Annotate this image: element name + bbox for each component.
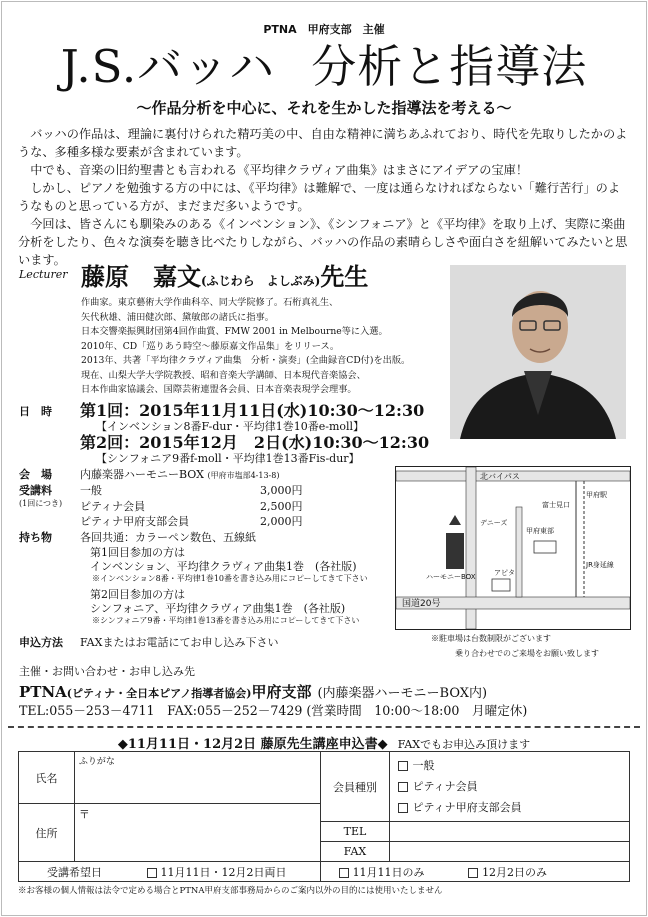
lecturer-label: Lecturer (19, 268, 68, 281)
fax-field[interactable] (390, 842, 630, 862)
schedule-label: 日 時 (19, 405, 52, 418)
address-field[interactable] (74, 804, 320, 862)
session-1-date: 第1回：2015年11月11日(水)10:30～12:30 (80, 401, 425, 420)
bio-line: 現在、山梨大学大学院教授、昭和音楽大学講師、日本現代音楽協会、 (81, 369, 366, 381)
fee-price: 2,000円 (260, 515, 303, 528)
wish-row (19, 862, 321, 882)
contact-heading: 主催・お問い合わせ・お申し込み先 (19, 665, 195, 678)
items-s2-item: シンフォニア、平均律クラヴィア曲集1巻 (各社版) (90, 602, 346, 615)
apply-label: 申込方法 (19, 636, 63, 649)
map-label-national20: 国道20号 (402, 599, 441, 609)
form-fax-note: FAXでもお申込み頂けます (397, 738, 531, 751)
wish-option-label: 12月2日のみ (482, 865, 548, 879)
fee-type: 一般 (80, 484, 102, 497)
intro-paragraph: しかし、ピアノを勉強する方の中には、《平均律》は難解で、一度は通らなければならない「難行苦行」のようなものと思っている方が、まだまだ多いようです。 (18, 181, 621, 213)
address-label: 住所 (35, 826, 58, 840)
title-left: J.S.バッハ (60, 40, 276, 93)
wish-row-right (320, 862, 629, 882)
map-label-tobu: 甲府東部 (526, 527, 554, 535)
contact-org-full: (ピティナ・全日本ピアノ指導者協会) (66, 687, 252, 700)
subtitle: ～作品分析を中心に、それを生かした指導法を考える～ (136, 99, 512, 117)
lecturer-honorific: 先生 (320, 262, 369, 291)
member-option-label: ピティナ甲府支部会員 (412, 801, 522, 814)
fee-type: ピティナ甲府支部会員 (80, 515, 190, 528)
bio-line: 2010年、CD「巡りあう時空～藤原嘉文作品集」をリリース。 (81, 340, 340, 352)
venue-address: (甲府市塩部4-13-8) (207, 471, 280, 480)
intro-text (18, 125, 632, 269)
contact-phone: TEL:055－253－4711 FAX:055－252－7429 (営業時間 10:00～18:00 月曜定休) (19, 703, 528, 718)
items-s1-item: インベンション、平均律クラヴィア曲集1巻 (各社版) (90, 560, 357, 573)
member-option-label: 一般 (412, 759, 435, 772)
bio-line: 2013年、共著「平均律クラヴィア曲集 分析・演奏」(全曲録音CD付)を出版。 (81, 355, 411, 366)
privacy-note: ※お客様の個人情報は法令で定める場合とPTNA甲府支部事務局からのご案内以外の目的には使用いたしません (18, 886, 443, 896)
map-label-ramp: 富士見口 (542, 501, 570, 509)
address-label-cell (19, 804, 75, 862)
carpool-note: 乗り合わせでのご来場をお願い致します (455, 649, 599, 658)
member-option-label: ピティナ会員 (412, 780, 478, 793)
name-label: 氏名 (35, 771, 58, 785)
member-label: 会員種別 (333, 780, 377, 794)
session-1-note: 【インベンション8番F-dur・平均律1巻10番e-moll】 (96, 420, 365, 433)
fee-sublabel: (1回につき) (19, 499, 63, 508)
wish-label: 受講希望日 (47, 865, 102, 879)
application-form (18, 751, 630, 882)
form-title (0, 733, 648, 752)
page-title (0, 37, 648, 97)
lecturer-photo-image (450, 265, 626, 439)
wish-option-label: 11月11日・12月2日両日 (160, 865, 287, 879)
items-s2-head: 第2回目参加の方は (90, 588, 185, 601)
intro-paragraph: 今回は、皆さんにも馴染みのある《インベンション》、《シンフォニア》と《平均律》を取り上げ、実際に楽曲分析をしたり、色々な演奏を聴き比べたりしながら、バッハの作品の素晴らしさや面白さを紐解いてみたいと思います。 (18, 217, 628, 267)
checkbox-icon[interactable] (398, 782, 408, 792)
map-label-denny: デニーズ (480, 519, 508, 527)
venue-map (395, 466, 631, 630)
map-label-apita: アピタ (494, 569, 515, 577)
contact-address: (内藤楽器ハーモニーBOX内) (317, 686, 488, 701)
bio-line: 作曲家。東京藝術大学作曲科卒、同大学院修了。石桁真礼生、 (81, 297, 339, 308)
cut-line (8, 726, 640, 728)
wish-option[interactable] (147, 866, 287, 879)
venue-name (80, 466, 279, 482)
items-s1-head: 第1回目参加の方は (90, 546, 185, 559)
organizer: PTNA 甲府支部 主催 (263, 23, 385, 36)
lecturer-kana: (ふじわら よしぶみ) (201, 274, 321, 288)
parking-note: ※駐車場は台数制限がございます (431, 634, 551, 643)
wish-option-label: 11月11日のみ (352, 865, 425, 879)
tel-label: TEL (343, 825, 367, 838)
postal-mark: 〒 (78, 808, 90, 821)
lecturer-name (81, 257, 368, 292)
member-option[interactable] (398, 755, 621, 776)
map-label-station: 甲府駅 (586, 491, 607, 499)
title-right: 分析と指導法 (311, 40, 588, 93)
session-2-date: 第2回：2015年12月 2日(水)10:30～12:30 (80, 433, 430, 452)
wish-option[interactable] (339, 866, 425, 879)
fee-type: ピティナ会員 (80, 500, 146, 513)
contact-org-name: PTNA (19, 683, 67, 701)
map-label-harmony: ハーモニーBOX (426, 573, 476, 581)
fee-price: 3,000円 (260, 484, 303, 497)
bio-line: 日本交響楽振興財団第4回作曲賞、FMW 2001 in Melbourne等に入選。 (81, 326, 388, 337)
items-s1-note: ※インベンション8番・平均律1巻10番を書き込み用にコピーしてきて下さい (92, 574, 368, 583)
tel-field[interactable] (390, 822, 630, 842)
member-option[interactable] (398, 776, 621, 797)
fee-price: 2,500円 (260, 500, 303, 513)
tel-label-cell (320, 822, 390, 842)
contact-branch: 甲府支部 (251, 683, 312, 701)
map-label-jr: JR身延線 (586, 561, 614, 569)
items-s2-note: ※シンフォニア9番・平均律1巻13番を書き込み用にコピーしてきて下さい (92, 616, 360, 625)
checkbox-icon[interactable] (398, 803, 408, 813)
member-option[interactable] (398, 797, 621, 818)
lecturer-name-text: 藤原 嘉文 (81, 262, 201, 291)
lecturer-photo (450, 265, 626, 439)
venue-label: 会 場 (19, 468, 52, 481)
fax-label: FAX (343, 845, 367, 858)
apply-text: FAXまたはお電話にてお申し込み下さい (80, 636, 279, 649)
fax-label-cell (320, 842, 390, 862)
lecturer-bio (81, 296, 451, 398)
form-title-text: ◆11月11日・12月2日 藤原先生講座申込書◆ (117, 737, 388, 752)
session-2-note: 【シンフォニア9番f-moll・平均律1巻13番Fis-dur】 (96, 452, 360, 465)
venue-name-text: 内藤楽器ハーモニーBOX (80, 468, 204, 481)
fee-label: 受講料 (19, 484, 52, 497)
checkbox-icon[interactable] (468, 868, 478, 878)
checkbox-icon[interactable] (147, 868, 157, 878)
member-options (390, 752, 630, 822)
checkbox-icon[interactable] (339, 868, 349, 878)
furigana-label: ふりがな (78, 757, 115, 767)
bio-line: 日本作曲家協議会、国際芸術連盟各会員、日本音楽表現学会理事。 (81, 384, 357, 395)
map-drawing (396, 467, 630, 629)
checkbox-icon[interactable] (398, 761, 408, 771)
intro-paragraph: バッハの作品は、理論に裏付けられた精巧美の中、自由な精神に満ちあふれており、時代を先取りしたかのような、多種多様な要素が含まれています。 (18, 127, 628, 159)
intro-paragraph: 中でも、音楽の旧約聖書とも言われる《平均律クラヴィア曲集》はまさにアイデアの宝庫！ (30, 163, 529, 177)
name-field[interactable] (74, 752, 320, 804)
items-common: 各回共通：カラーペン数色、五線紙 (80, 531, 256, 544)
items-label: 持ち物 (19, 531, 52, 544)
name-label-cell (19, 752, 75, 804)
bio-line: 矢代秋雄、浦田健次郎、黛敏郎の諸氏に指事。 (81, 311, 274, 323)
member-label-cell (320, 752, 390, 822)
map-label-kitapai: 北バイパス (480, 472, 520, 481)
wish-option[interactable] (468, 866, 547, 879)
contact-org (19, 681, 487, 702)
